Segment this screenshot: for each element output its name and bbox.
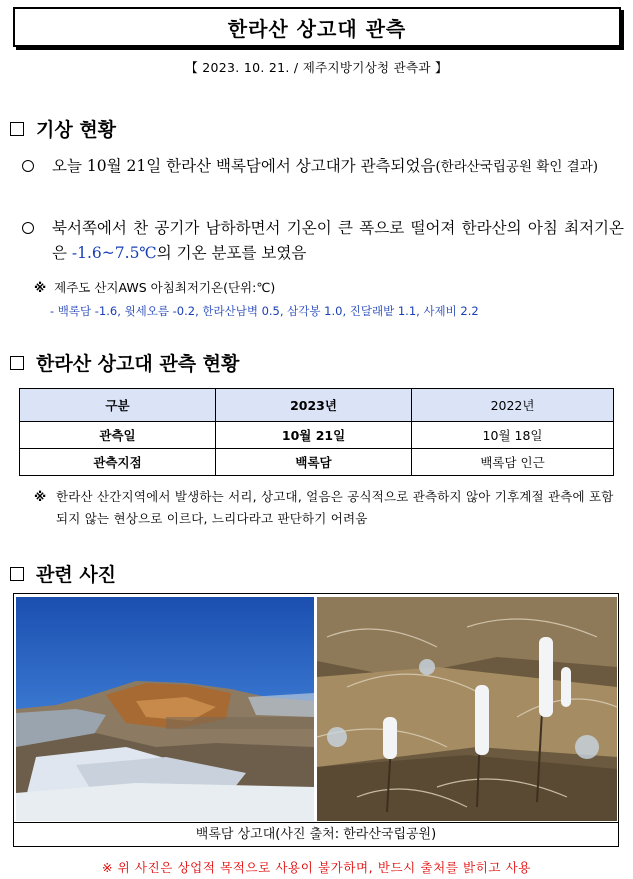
- table-cell: 10월 18일: [412, 422, 614, 449]
- circle-bullet-icon: [22, 160, 34, 172]
- observation-table: [19, 388, 614, 476]
- bullet-text-end: 의 기온 분포를 보였음: [156, 244, 307, 262]
- table-row: [20, 449, 614, 476]
- footnote-text: 한라산 산간지역에서 발생하는 서리, 상고대, 얼음은 공식적으로 관측하지 않아 기후계절 관측에 포함되지 않는 현상으로 이르다, 느리다라고 판단하기 어려움: [56, 489, 614, 526]
- bullet-rime-observed: [22, 154, 624, 180]
- section-heading-weather: [10, 115, 116, 142]
- note-text: 제주도 산지AWS 아침최저기온(단위:℃): [54, 280, 276, 295]
- photo-rime-on-plants: [317, 597, 617, 821]
- note-mark: ※: [34, 280, 47, 295]
- table-header-cell: 2023년: [216, 389, 412, 422]
- section-heading-label: 기상 현황: [36, 119, 117, 141]
- photo-caption: 백록담 상고대(사진 출처: 한라산국립공원): [14, 822, 618, 847]
- table-header-cell: 2022년: [412, 389, 614, 422]
- bullet-text: 오늘 10월 21일 한라산 백록담에서 상고대가 관측되었음: [52, 157, 436, 175]
- bullet-text: 북서쪽에서 찬 공기가 남하하면서 기온이 큰 폭으로 떨어져 한라산의 아침 최저기온은: [52, 219, 624, 262]
- photo-baengnokdam-crater: [16, 597, 314, 821]
- table-header-row: [20, 389, 614, 422]
- section-heading-photos: [10, 560, 116, 587]
- aws-note: [34, 278, 275, 296]
- table-row: [20, 422, 614, 449]
- section-heading-label: 한라산 상고대 관측 현황: [36, 353, 240, 375]
- photo-frame: [13, 593, 619, 847]
- usage-warning: ※ 위 사진은 상업적 목적으로 사용이 불가하며, 반드시 출처를 밝히고 사용: [102, 860, 531, 875]
- footnote: [34, 486, 624, 530]
- dateline: 【 2023. 10. 21. / 제주지방기상청 관측과 】: [185, 60, 448, 75]
- bullet-temperature: [22, 216, 624, 266]
- checkbox-square-icon: [10, 122, 24, 136]
- table-cell: 10월 21일: [216, 422, 412, 449]
- temperature-range: -1.6~7.5℃: [71, 244, 157, 262]
- checkbox-square-icon: [10, 356, 24, 370]
- table-cell: 관측일: [20, 422, 216, 449]
- table-cell: 백록담 인근: [412, 449, 614, 476]
- aws-note-detail: - 백록담 -1.6, 윗세오름 -0.2, 한라산남벽 0.5, 삼각봉 1.0, 진달래밭 1.1, 사제비 2.2: [50, 304, 479, 318]
- bullet-paren-text: (한라산국립공원 확인 결과): [435, 159, 599, 175]
- section-heading-label: 관련 사진: [36, 564, 117, 586]
- page-title: 한라산 상고대 관측: [13, 7, 621, 47]
- checkbox-square-icon: [10, 567, 24, 581]
- section-heading-observation: [10, 349, 239, 376]
- table-header-cell: 구분: [20, 389, 216, 422]
- table-cell: 관측지점: [20, 449, 216, 476]
- table-cell: 백록담: [216, 449, 412, 476]
- footnote-mark: ※: [34, 489, 47, 504]
- circle-bullet-icon: [22, 222, 34, 234]
